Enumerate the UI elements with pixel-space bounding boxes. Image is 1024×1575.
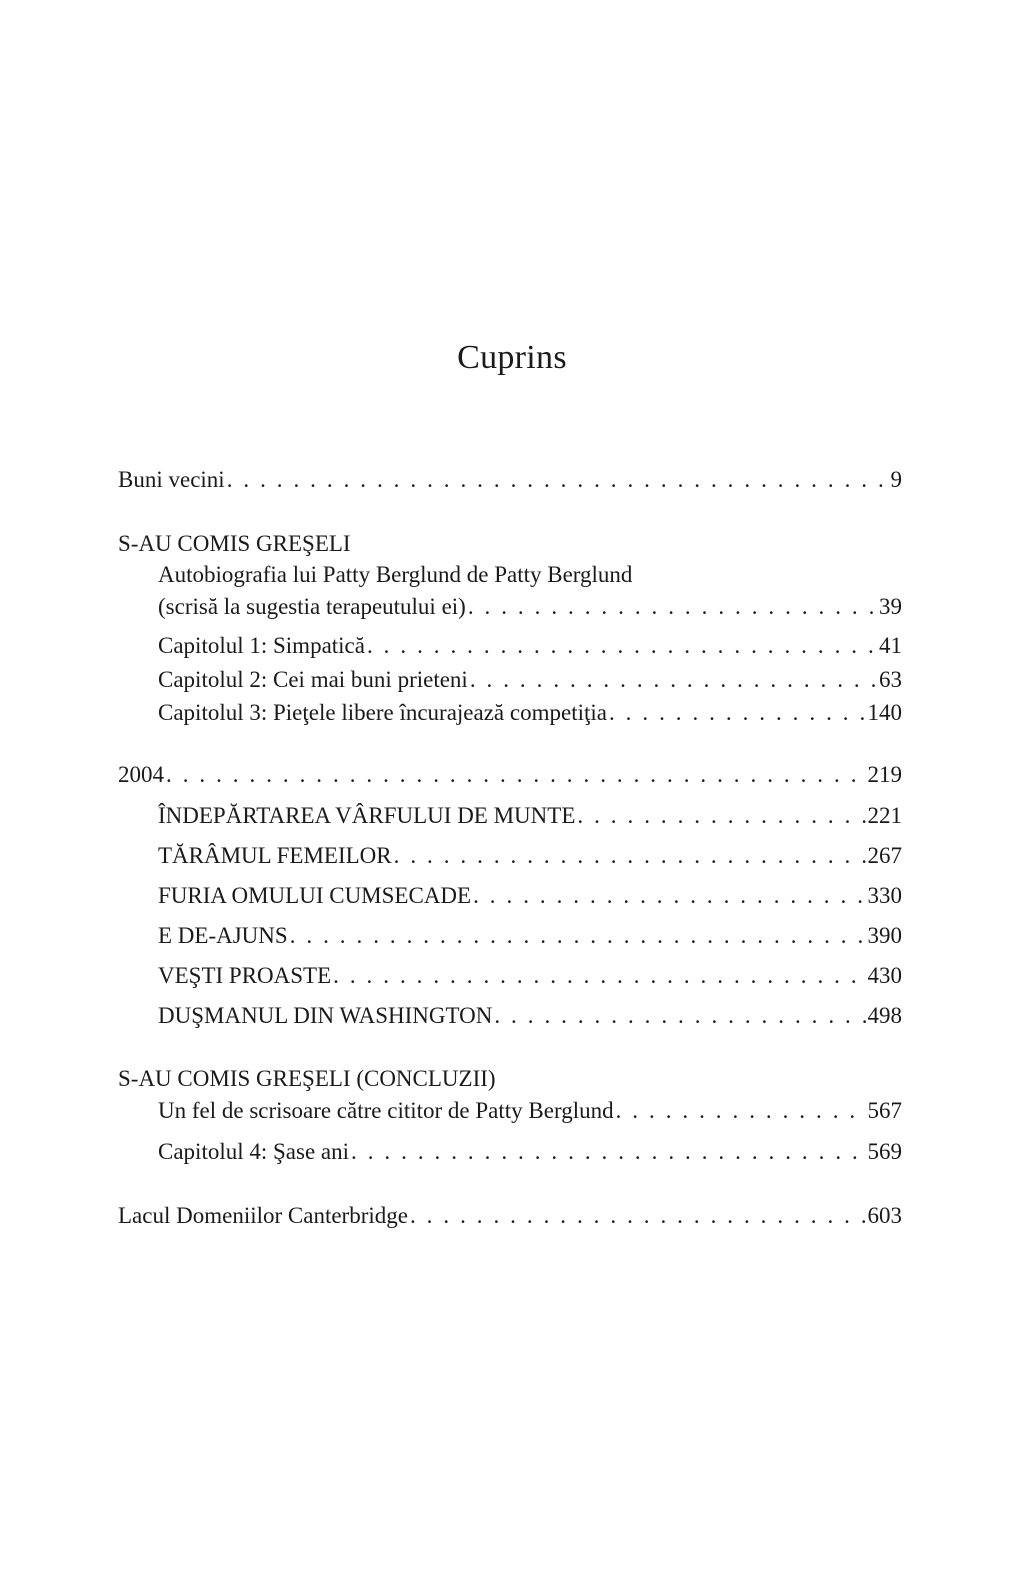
toc-entry-label: FURIA OMULUI CUMSECADE	[158, 883, 472, 908]
leader-dots	[410, 1200, 866, 1232]
toc-entry-taramul	[158, 840, 902, 872]
toc-entry-page: 390	[867, 923, 902, 948]
toc-entry-label: Buni vecini	[118, 467, 225, 492]
toc-section-heading: S-AU COMIS GREŞELI (CONCLUZII)	[118, 1066, 496, 1091]
toc-entry-deajuns	[158, 920, 902, 952]
toc-entry-label: (scrisă la sugestia terapeutului ei)	[158, 594, 466, 619]
toc-entry-label: 2004	[118, 762, 164, 787]
toc-entry-furia	[158, 880, 902, 912]
toc-entry-capitolul-1	[158, 630, 902, 662]
toc-entry-page: 569	[867, 1139, 902, 1164]
toc-entry-page: 63	[879, 667, 902, 692]
toc-entry-page: 330	[867, 883, 902, 908]
toc-entry-page: 498	[867, 1003, 902, 1028]
leader-dots	[473, 880, 865, 912]
toc-entry-page: 41	[879, 633, 902, 658]
toc-entry-capitolul-2	[158, 664, 902, 696]
toc-entry-capitolul-3	[158, 697, 902, 729]
toc-section-heading: S-AU COMIS GREŞELI	[118, 531, 351, 556]
toc-entry-label: VEŞTI PROASTE	[158, 963, 332, 988]
toc-entry-page: 140	[867, 700, 902, 725]
toc-entry-page: 430	[867, 963, 902, 988]
toc-entry-label: DUŞMANUL DIN WASHINGTON	[158, 1003, 493, 1028]
leader-dots	[609, 697, 866, 729]
toc-entry-label: E DE-AJUNS	[158, 923, 288, 948]
toc-entry-page: 603	[867, 1203, 902, 1228]
toc-entry-indepartarea	[158, 800, 902, 832]
toc-entry-capitolul-4	[158, 1136, 902, 1168]
toc-entry-label: Lacul Domeniilor Canterbridge	[118, 1203, 408, 1228]
toc-entry-page: 221	[867, 803, 902, 828]
toc-entry-lacul	[118, 1200, 902, 1232]
toc-entry-buni-vecini	[118, 464, 902, 496]
toc-entry-page: 267	[867, 843, 902, 868]
toc-entry-scrisoare	[158, 1095, 902, 1127]
toc-entry-label: Un fel de scrisoare către cititor de Patty Berglund	[158, 1098, 614, 1123]
toc-entry-page: 219	[867, 762, 902, 787]
leader-dots	[468, 591, 877, 623]
leader-dots	[470, 664, 877, 696]
leader-dots	[351, 1136, 865, 1168]
toc-entry-label: Capitolul 3: Pieţele libere încurajează competiţia	[158, 700, 607, 725]
toc-entry-2004	[118, 759, 902, 791]
toc-entry-label: TĂRÂMUL FEMEILOR	[158, 843, 392, 868]
page-title: Cuprins	[457, 339, 567, 376]
toc-entry-page: 39	[879, 594, 902, 619]
leader-dots	[227, 464, 889, 496]
toc-entry-autobiografia	[158, 591, 902, 623]
toc-entry-page: 567	[867, 1098, 902, 1123]
leader-dots	[616, 1095, 866, 1127]
toc-entry-label: Capitolul 4: Şase ani	[158, 1139, 350, 1164]
leader-dots	[577, 800, 865, 832]
toc-entry-dusmanul	[158, 1000, 902, 1032]
toc-entry-label: Capitolul 2: Cei mai buni prieteni	[158, 667, 468, 692]
toc-entry-label: Capitolul 1: Simpatică	[158, 633, 365, 658]
toc-entry-vesti	[158, 960, 902, 992]
leader-dots	[333, 960, 865, 992]
leader-dots	[494, 1000, 865, 1032]
leader-dots	[290, 920, 866, 952]
toc-entry-page: 9	[890, 467, 902, 492]
leader-dots	[394, 840, 866, 872]
leader-dots	[367, 630, 877, 662]
leader-dots	[166, 759, 866, 791]
toc-entry-line: Autobiografia lui Patty Berglund de Patty Berglund	[158, 562, 633, 587]
toc-entry-label: ÎNDEPĂRTAREA VÂRFULUI DE MUNTE	[158, 803, 576, 828]
